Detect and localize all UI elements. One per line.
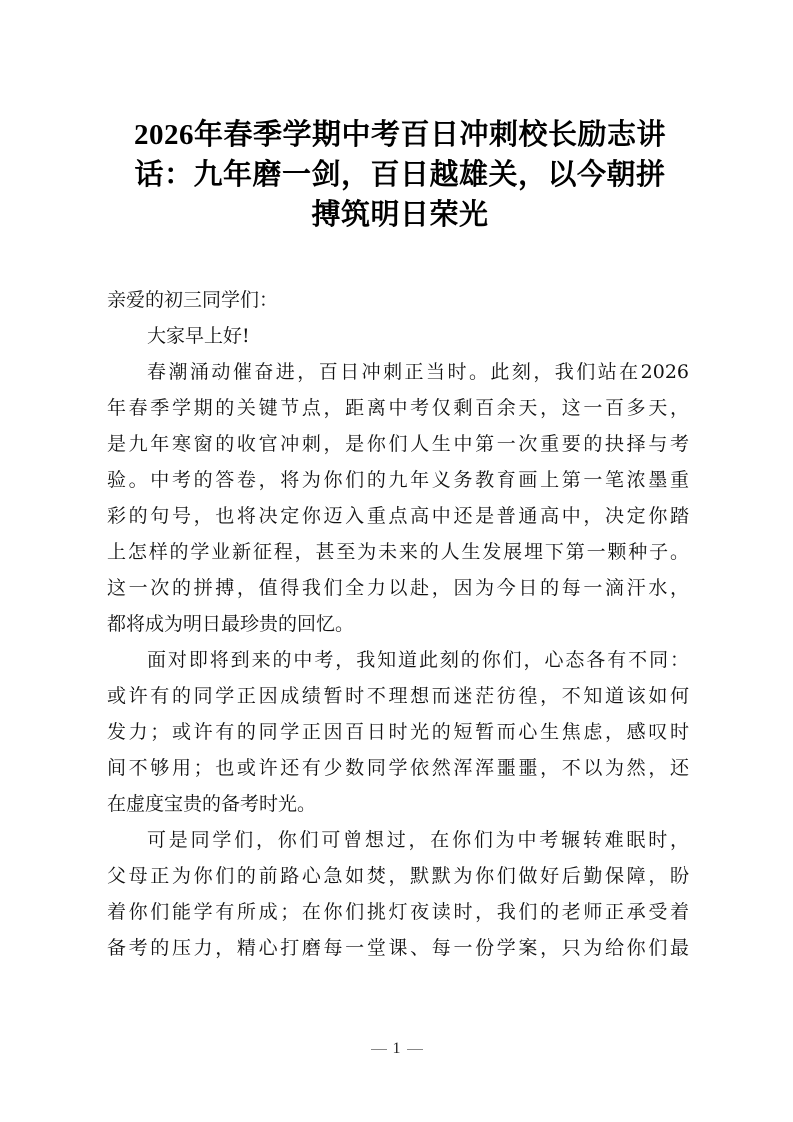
- paragraph-line: 这一次的拼搏，值得我们全力以赴，因为今日的每一滴汗水，: [107, 577, 689, 599]
- paragraph-line: 彩的句号，也将决定你迈入重点高中还是普通高中，决定你踏: [107, 505, 689, 527]
- title-line-3: 搏筑明日荣光: [311, 199, 489, 231]
- paragraph-line: 是九年寒窗的收官冲刺，是你们人生中第一次重要的抉择与考: [107, 433, 689, 455]
- paragraph-line: 面对即将到来的中考，我知道此刻的你们，心态各有不同：: [147, 649, 689, 671]
- paragraph-line: 着你们能学有所成；在你们挑灯夜读时，我们的老师正承受着: [107, 901, 689, 923]
- paragraph-line: 春潮涌动催奋进，百日冲刺正当时。此刻，我们站在2026: [147, 361, 689, 383]
- salutation: 亲爱的初三同学们：: [107, 289, 279, 311]
- paragraph-line: 备考的压力，精心打磨每一堂课、每一份学案，只为给你们最: [107, 937, 689, 959]
- paragraph-line: 父母正为你们的前路心急如焚，默默为你们做好后勤保障，盼: [107, 865, 689, 887]
- paragraph-line: 验。中考的答卷，将为你们的九年义务教育画上第一笔浓墨重: [107, 469, 689, 491]
- paragraph-line: 或许有的同学正因成绩暂时不理想而迷茫彷徨，不知道该如何: [107, 685, 689, 707]
- paragraph-line: 在虚度宝贵的备考时光。: [107, 793, 317, 815]
- dash-right: [407, 1049, 423, 1050]
- paragraph-line: 上怎样的学业新征程，甚至为未来的人生发展埋下第一颗种子。: [107, 541, 689, 563]
- paragraph-line: 可是同学们，你们可曾想过，在你们为中考辗转难眠时，: [147, 829, 689, 851]
- paragraph-line: 都将成为明日最珍贵的回忆。: [107, 613, 355, 635]
- paragraph-line: 间不够用；也或许还有少数同学依然浑浑噩噩，不以为然，还: [107, 757, 689, 779]
- page-footer: [0, 1040, 793, 1058]
- paragraph-line: 年春季学期的关键节点，距离中考仅剩百余天，这一百多天，: [107, 397, 689, 419]
- title-line-1: 2026年春季学期中考百日冲刺校长励志讲: [133, 119, 666, 151]
- paragraph-line: 发力；或许有的同学正因百日时光的短暂而心生焦虑，感叹时: [107, 721, 689, 743]
- document-title: [100, 115, 700, 235]
- page-number: 1: [392, 1040, 401, 1057]
- dash-left: [371, 1049, 387, 1050]
- greeting: 大家早上好!: [147, 325, 250, 347]
- title-line-2: 话：九年磨一剑，百日越雄关，以今朝拼: [134, 159, 666, 191]
- document-body: [107, 282, 689, 966]
